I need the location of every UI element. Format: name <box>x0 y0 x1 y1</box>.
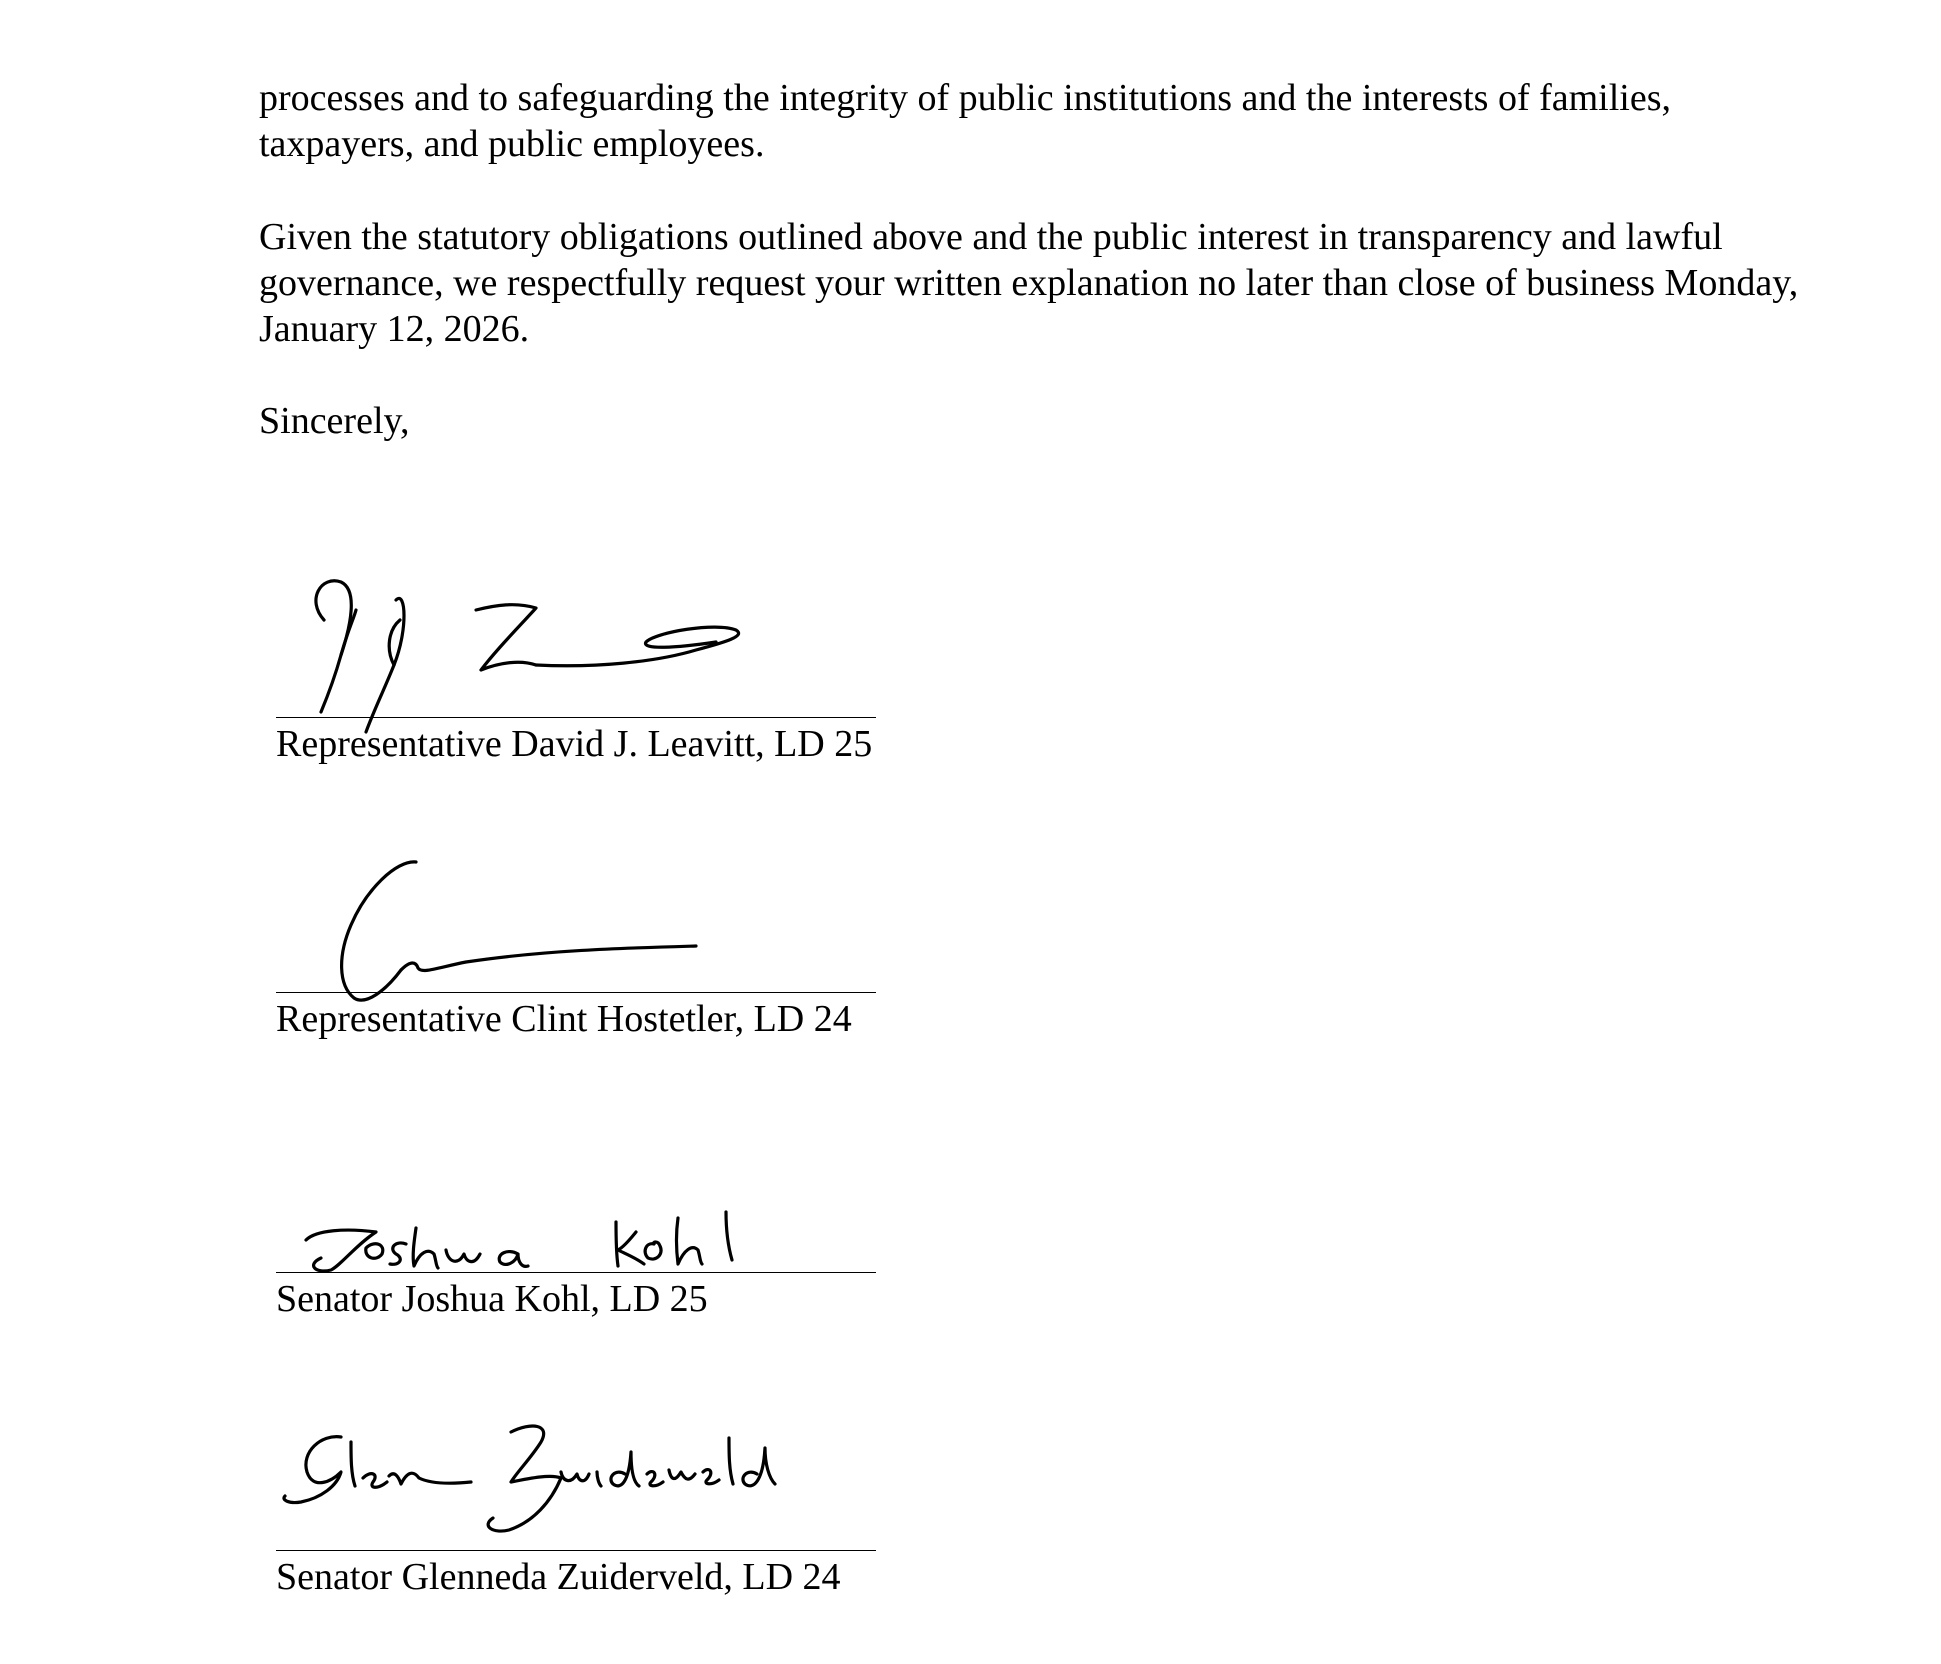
body-paragraph-2: Given the statutory obligations outlined above and the public interest in transparency and lawful governance, we respectfully request your written explanation no later than close of business Monday, January 12, 2026. <box>259 216 1799 350</box>
signature-block-kohl <box>276 1170 876 1330</box>
signature-zuiderveld-image <box>271 1412 891 1562</box>
signature-block-hostetler <box>276 850 876 1050</box>
signature-block-leavitt <box>276 560 876 770</box>
signatory-name-kohl: Senator Joshua Kohl, LD 25 <box>276 1278 708 1320</box>
signature-line <box>276 717 876 718</box>
body-paragraph-1: processes and to safeguarding the integrity of public institutions and the interests of families, taxpayers, and public employees. <box>259 77 1672 165</box>
signatory-name-leavitt: Representative David J. Leavitt, LD 25 <box>276 723 873 765</box>
signature-block-zuiderveld <box>276 1412 876 1612</box>
signatory-name-zuiderveld: Senator Glenneda Zuiderveld, LD 24 <box>276 1556 841 1598</box>
signatory-name-hostetler: Representative Clint Hostetler, LD 24 <box>276 998 852 1040</box>
signature-line <box>276 992 876 993</box>
signature-kohl-image <box>286 1170 886 1280</box>
signature-line <box>276 1550 876 1551</box>
signature-hostetler-image <box>326 850 886 1020</box>
closing-salutation: Sincerely, <box>259 400 410 442</box>
signature-line <box>276 1272 876 1273</box>
